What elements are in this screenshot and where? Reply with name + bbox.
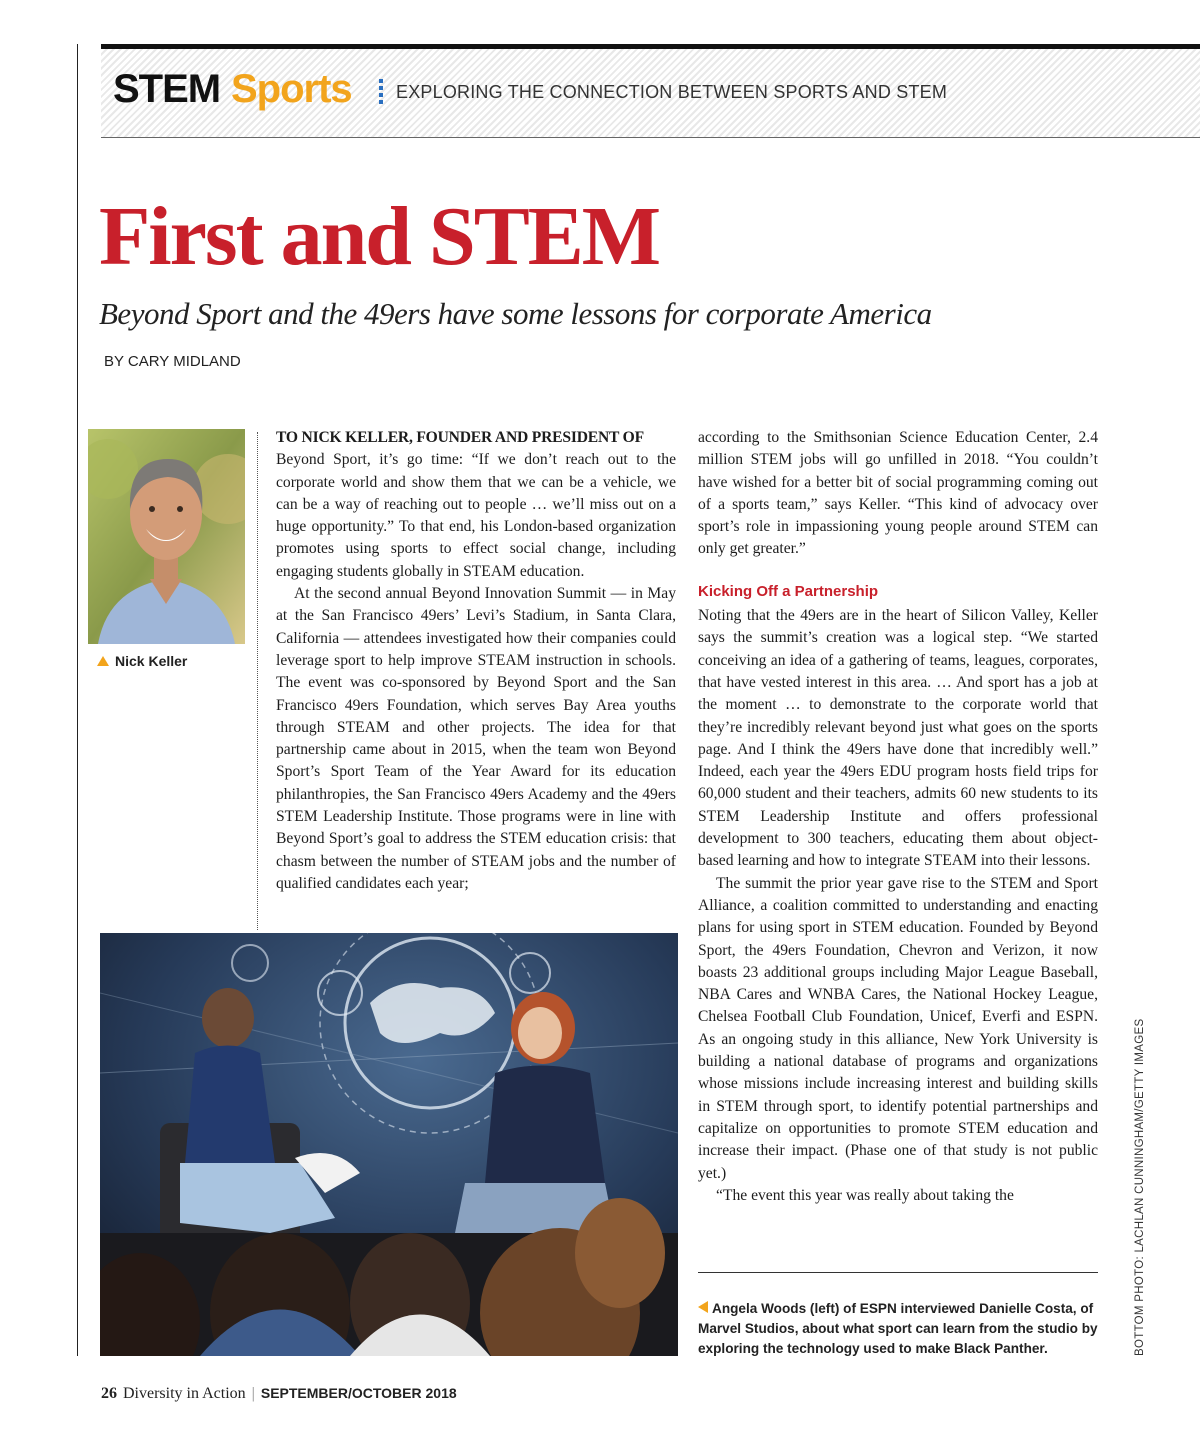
article-column-1	[276, 427, 676, 895]
section-brand-stem: STEM	[113, 67, 221, 111]
portrait-photo	[88, 429, 245, 644]
magazine-name: Diversity in Action	[123, 1385, 246, 1402]
lead-paragraph-text: Beyond Sport, it’s go time: “If we don’t reach out to the corporate world and show them that we can be a vehicle, we can be a way of reaching out to people … we’ll miss out on a huge opportunity.” To that end, his London-based organization promotes using sports to effect social change, including engaging students globally in STEAM education.	[276, 451, 676, 580]
photo-credit: BOTTOM PHOTO: LACHLAN CUNNINGHAM/GETTY IMAGES	[1134, 1018, 1146, 1356]
section-subhead: Kicking Off a Partnership	[698, 582, 879, 600]
portrait-caption	[97, 653, 187, 669]
dotted-divider-icon	[379, 79, 383, 105]
footer-separator: |	[251, 1385, 255, 1402]
section-brand-sports: Sports	[231, 67, 352, 111]
body-paragraph: according to the Smithsonian Science Education Center, 2.4 million STEM jobs will go unfilled in 2018. “You couldn’t have wished for a better bit of social programming coming out of a sports team,” says Keller. “This kind of advocacy over sport’s role in impassioning young people around STEM can only get greater.”	[698, 429, 1098, 558]
issue-date: SEPTEMBER/OCTOBER 2018	[260, 1385, 457, 1401]
photo-caption-text: Angela Woods (left) of ESPN interviewed Danielle Costa, of Marvel Studios, about what sport can learn from the studio by exploring the technology used to make Black Panther.	[698, 1301, 1098, 1356]
body-paragraph: Noting that the 49ers are in the heart of Silicon Valley, Keller says the summit’s creation was a logical step. “We started conceiving an idea of a gathering of teams, leagues, corporates, that have vested interest in this area. … And sport has a job at the moment … to demonstrate to the corporate world that they’re incredibly relevant beyond just what goes on the sports page. And I think the 49ers have done that incredibly well.” Indeed, each year the 49ers EDU program hosts field trips for 60,000 student and their teachers, admits 60 new students to its STEM Leadership Institute and offers professional development to 300 teachers, educating them about object-based learning and how to integrate STEAM into their lessons.	[698, 607, 1098, 870]
page-footer	[101, 1385, 457, 1403]
article-subtitle: Beyond Sport and the 49ers have some lessons for corporate America	[99, 296, 932, 331]
dotted-column-rule	[257, 432, 258, 930]
left-margin-rule	[77, 44, 78, 1356]
body-paragraph: “The event this year was really about taking the	[716, 1186, 1014, 1204]
lead-paragraph	[276, 427, 676, 583]
event-photo	[100, 933, 678, 1356]
section-header	[101, 44, 1200, 138]
triangle-left-icon	[698, 1301, 708, 1313]
caption-rule	[698, 1272, 1098, 1273]
article-title: First and STEM	[99, 190, 660, 283]
page-number: 26	[101, 1385, 117, 1402]
section-tagline: EXPLORING THE CONNECTION BETWEEN SPORTS AND STEM	[396, 82, 948, 102]
body-paragraph: At the second annual Beyond Innovation Summit — in May at the San Francisco 49ers’ Levi’s Stadium, in Santa Clara, California — attendees investigated how their companies could leverage sport to help improve STEAM instruction in schools. The event was co-sponsored by Beyond Sport and the San Francisco 49ers Foundation, which serves Bay Area youths through STEAM and other projects. The idea for that partnership came about in 2015, when the team won Beyond Sport’s Sport Team of the Year Award for its education philanthropies, the San Francisco 49ers Academy and the 49ers STEM Leadership Institute. Those programs were in line with Beyond Sport’s goal to address the STEM education crisis: that chasm between the number of STEAM jobs and the number of qualified candidates each year;	[276, 585, 676, 892]
article-byline: BY CARY MIDLAND	[104, 353, 241, 370]
portrait-caption-text: Nick Keller	[115, 653, 188, 669]
lead-in-caps: TO NICK KELLER, FOUNDER AND PRESIDENT OF	[276, 429, 644, 446]
triangle-up-icon	[97, 656, 109, 666]
body-paragraph: The summit the prior year gave rise to the STEM and Sport Alliance, a coalition committed to understanding and enacting plans for using sport in STEM education. Founded by Beyond Sport, the 49ers Foundation, Chevron and Verizon, it now boasts 23 additional groups including Major League Baseball, NBA Cares and WNBA Cares, the National Hockey League, Chelsea Football Club Foundation, Unicef, Everfi and ESPN. As an ongoing study in this alliance, New York University is building a national database of programs and organizations whose missions include increasing interest and building skills in STEM through sport, to identify potential partnerships and capitalize on opportunities to promote STEM education and increase their impact. (Phase one of that study is not public yet.)	[698, 874, 1098, 1182]
photo-caption	[698, 1299, 1103, 1359]
article-column-2	[698, 427, 1098, 1207]
